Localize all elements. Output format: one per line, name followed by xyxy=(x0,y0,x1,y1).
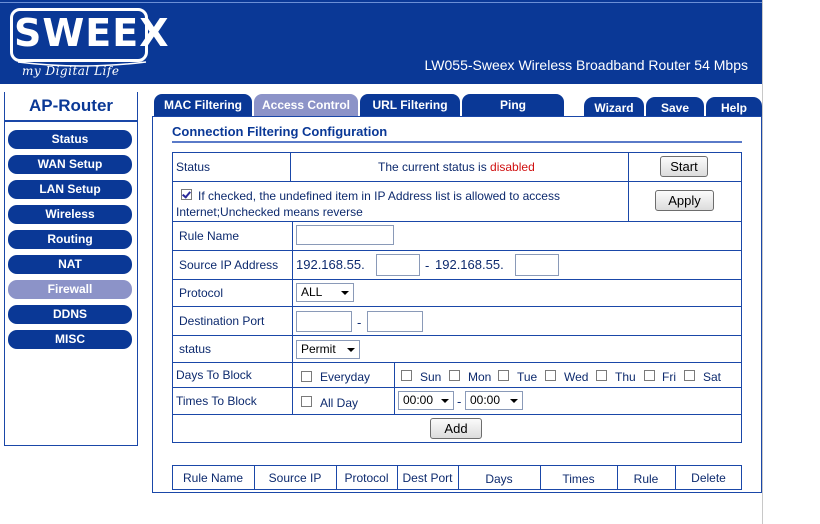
col-divider xyxy=(628,152,629,221)
day-label-mon: Mon xyxy=(468,370,492,384)
sidebar-item-nat[interactable]: NAT xyxy=(8,255,132,274)
time-dash: - xyxy=(457,394,462,409)
sidebar-item-routing[interactable]: Routing xyxy=(8,230,132,249)
row-divider xyxy=(172,181,742,182)
col-header-protocol: Protocol xyxy=(344,471,389,485)
col-header-times: Times xyxy=(562,472,595,486)
protocol-label: Protocol xyxy=(179,286,224,300)
col-divider xyxy=(292,221,293,362)
days-to-block-label: Days To Block xyxy=(176,368,252,382)
time-to-value: 00:00 xyxy=(470,393,501,407)
day-checkbox-tue[interactable] xyxy=(498,370,509,381)
row-divider xyxy=(172,362,742,363)
status-text-prefix: The current status is xyxy=(378,160,491,174)
col-header-rule: Rule xyxy=(633,472,659,486)
all-day-label: All Day xyxy=(320,396,359,410)
sidebar-item-misc[interactable]: MISC xyxy=(8,330,132,349)
tab-mac-filtering[interactable]: MAC Filtering xyxy=(154,94,252,116)
allow-undefined-text-line1: If checked, the undefined item in IP Address list is allowed to access xyxy=(198,189,560,203)
row-divider xyxy=(172,306,742,307)
row-divider xyxy=(172,335,742,336)
col-divider xyxy=(394,362,395,414)
source-ip-label: Source IP Address xyxy=(179,258,279,272)
sidebar-item-firewall[interactable]: Firewall xyxy=(8,280,132,299)
status-value: disabled xyxy=(490,160,535,174)
help-button[interactable]: Help xyxy=(706,97,762,119)
dest-port-end-input[interactable] xyxy=(367,311,423,332)
source-ip-start-input[interactable] xyxy=(376,254,420,276)
chevron-down-icon xyxy=(341,291,349,295)
sidebar-item-ddns[interactable]: DDNS xyxy=(8,305,132,324)
rule-name-input[interactable] xyxy=(296,225,394,245)
day-checkbox-mon[interactable] xyxy=(449,370,460,381)
day-label-fri: Fri xyxy=(662,370,676,384)
tab-access-control[interactable]: Access Control xyxy=(254,94,358,116)
source-ip-end-input[interactable] xyxy=(515,254,559,276)
time-to-select[interactable] xyxy=(465,391,523,410)
col-header-dest-port: Dest Port xyxy=(402,471,453,485)
time-from-value: 00:00 xyxy=(403,393,434,407)
day-label-tue: Tue xyxy=(517,370,538,384)
sidebar-title: AP-Router xyxy=(28,96,114,115)
day-label-sat: Sat xyxy=(703,370,722,384)
col-header-rule-name: Rule Name xyxy=(182,471,244,485)
day-checkbox-fri[interactable] xyxy=(644,370,655,381)
row-divider xyxy=(172,279,742,280)
everyday-label: Everyday xyxy=(320,370,371,384)
sidebar-divider xyxy=(4,120,138,122)
row-divider xyxy=(172,414,742,415)
day-checkbox-sat[interactable] xyxy=(684,370,695,381)
row-divider xyxy=(172,387,742,388)
time-from-select[interactable] xyxy=(398,391,454,410)
dest-port-start-input[interactable] xyxy=(296,311,352,332)
source-ip-prefix-start: 192.168.55. xyxy=(296,257,365,272)
wizard-button[interactable]: Wizard xyxy=(584,97,644,119)
add-button[interactable]: Add xyxy=(430,418,482,439)
protocol-select[interactable] xyxy=(296,283,354,302)
apply-button[interactable]: Apply xyxy=(655,190,714,211)
sidebar-item-lan-setup[interactable]: LAN Setup xyxy=(8,180,132,199)
sidebar-item-status[interactable]: Status xyxy=(8,130,132,149)
section-title: Connection Filtering Configuration xyxy=(172,124,388,139)
section-underline xyxy=(172,141,742,143)
day-checkbox-thu[interactable] xyxy=(596,370,607,381)
tab-ping[interactable]: Ping xyxy=(462,94,564,116)
protocol-select-value: ALL xyxy=(301,285,323,299)
source-ip-dash: - xyxy=(425,258,430,273)
start-button[interactable]: Start xyxy=(660,156,708,177)
col-divider xyxy=(290,152,291,181)
day-label-wed: Wed xyxy=(564,370,589,384)
header-top-line xyxy=(0,2,762,3)
row-divider xyxy=(172,250,742,251)
dest-port-dash: - xyxy=(357,315,362,330)
dest-port-label: Destination Port xyxy=(179,314,265,328)
chevron-down-icon xyxy=(510,399,518,403)
chevron-down-icon xyxy=(441,399,449,403)
right-margin xyxy=(762,0,820,524)
sidebar-item-wan-setup[interactable]: WAN Setup xyxy=(8,155,132,174)
everyday-checkbox[interactable] xyxy=(301,371,312,382)
logo: SWEEX xyxy=(14,11,170,55)
sidebar-item-wireless[interactable]: Wireless xyxy=(8,205,132,224)
rule-status-label: status xyxy=(179,342,212,356)
rule-name-label: Rule Name xyxy=(179,229,240,243)
product-title: LW055-Sweex Wireless Broadband Router 54 Mbps xyxy=(424,57,748,73)
all-day-checkbox[interactable] xyxy=(301,396,312,407)
tab-url-filtering[interactable]: URL Filtering xyxy=(360,94,460,116)
col-header-delete: Delete xyxy=(691,471,726,485)
rule-status-select[interactable] xyxy=(296,340,360,359)
chevron-down-icon xyxy=(347,348,355,352)
day-label-sun: Sun xyxy=(420,370,442,384)
col-divider xyxy=(292,362,293,414)
rule-status-select-value: Permit xyxy=(301,342,336,356)
row-divider xyxy=(172,221,742,222)
day-checkbox-sun[interactable] xyxy=(401,370,412,381)
times-to-block-label: Times To Block xyxy=(176,394,257,408)
source-ip-prefix-end: 192.168.55. xyxy=(435,257,504,272)
tagline: my Digital Life xyxy=(22,64,120,78)
col-header-days: Days xyxy=(485,472,513,486)
col-header-source-ip: Source IP xyxy=(268,471,322,485)
allow-undefined-checkbox[interactable] xyxy=(181,189,192,200)
allow-undefined-text-line2: Internet;Unchecked means reverse xyxy=(176,205,363,219)
status-label: Status xyxy=(176,160,211,174)
status-text xyxy=(378,160,535,174)
save-button[interactable]: Save xyxy=(646,97,704,119)
day-checkbox-wed[interactable] xyxy=(545,370,556,381)
day-label-thu: Thu xyxy=(615,370,636,384)
